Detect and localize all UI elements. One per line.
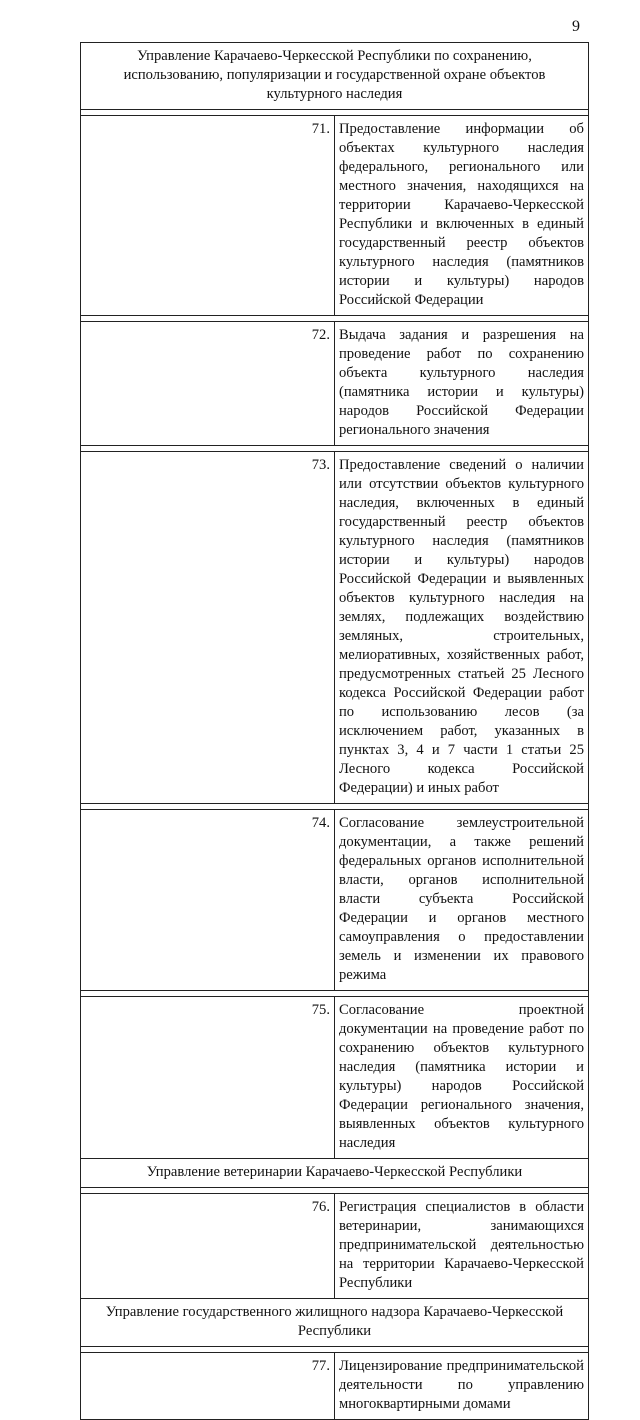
section-header-row	[81, 43, 589, 110]
section-header-row	[81, 1299, 589, 1347]
page-number: 9	[572, 18, 580, 35]
section-header-row	[81, 1159, 589, 1188]
table-row	[81, 322, 589, 446]
item-number: 73.	[81, 452, 335, 804]
table-row	[81, 1194, 589, 1299]
item-text: Лицензирование предпринимательской деятельности по управлению многоквартирными домами	[335, 1353, 589, 1420]
table-row	[81, 997, 589, 1159]
item-text: Предоставление информации об объектах культурного наследия федерального, регионального или местного значения, находящихся на территории Карачаево-Черкесской Республики и включенных в единый государственный реестр объектов культурного наследия (памятников истории и культуры) народов Российской Федерации	[335, 116, 589, 316]
item-number: 72.	[81, 322, 335, 446]
item-text: Предоставление сведений о наличии или отсутствии объектов культурного наследия, включенных в единый государственный реестр объектов культурного наследия (памятников истории и культуры) народов Российской Федерации и выявленных объектов культурного наследия на землях, подлежащих воздействию земляных, строительных, мелиоративных, хозяйственных работ, предусмотренных статьей 25 Лесного кодекса Российской Федерации работ по использованию лесов (за исключением работ, указанных в пунктах 3, 4 и 7 части 1 статьи 25 Лесного кодекса Российской Федерации) и иных работ	[335, 452, 589, 804]
item-number: 71.	[81, 116, 335, 316]
item-text: Регистрация специалистов в области ветеринарии, занимающихся предпринимательской деятельностью на территории Карачаево-Черкесской Республики	[335, 1194, 589, 1299]
table-row	[81, 452, 589, 804]
item-number: 76.	[81, 1194, 335, 1299]
table-row	[81, 1353, 589, 1420]
table-row	[81, 810, 589, 991]
section-title: Управление государственного жилищного надзора Карачаево-Черкесской Республики	[81, 1299, 589, 1347]
item-text: Согласование проектной документации на проведение работ по сохранению объектов культурного наследия (памятника истории и культуры) народов Российской Федерации регионального значения, выявленных объектов культурного наследия	[335, 997, 589, 1159]
table-row	[81, 116, 589, 316]
services-table	[80, 42, 589, 1420]
item-number: 75.	[81, 997, 335, 1159]
item-number: 77.	[81, 1353, 335, 1420]
section-title: Управление Карачаево-Черкесской Республики по сохранению, использованию, популяризации и государственной охране объектов культурного наследия	[81, 43, 589, 110]
item-number: 74.	[81, 810, 335, 991]
item-text: Согласование землеустроительной документации, а также решений федеральных органов исполнительной власти, органов исполнительной власти субъекта Российской Федерации и органов местного самоуправления о предоставлении земель и изменении их правового режима	[335, 810, 589, 991]
section-title: Управление ветеринарии Карачаево-Черкесской Республики	[81, 1159, 589, 1188]
item-text: Выдача задания и разрешения на проведение работ по сохранению объекта культурного наследия (памятника истории и культуры) народов Российской Федерации регионального значения	[335, 322, 589, 446]
